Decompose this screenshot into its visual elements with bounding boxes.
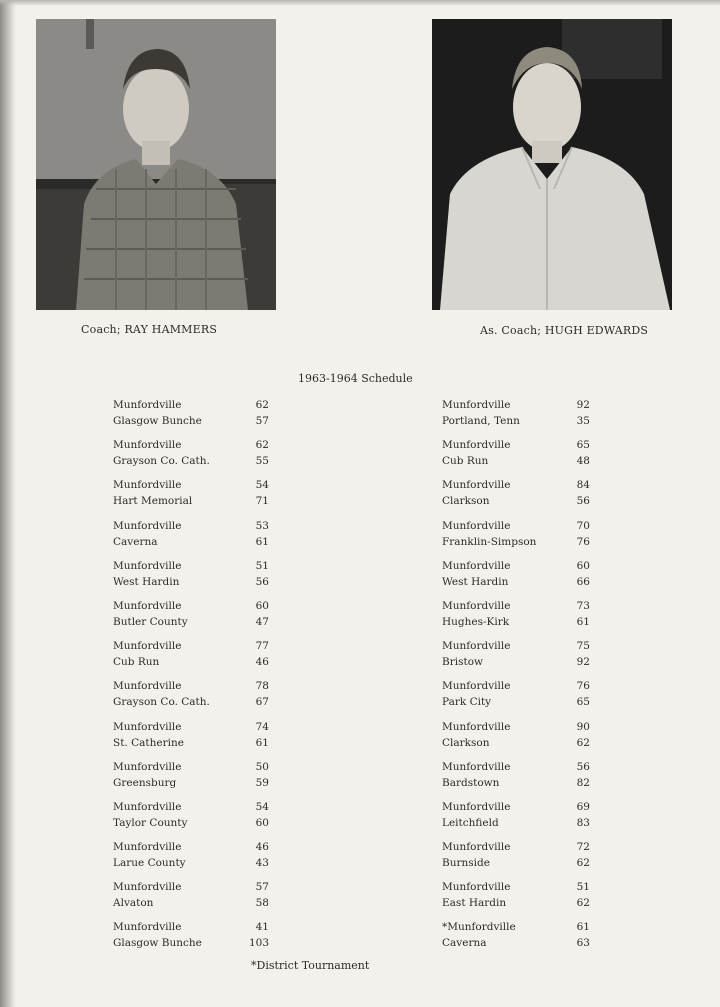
opponent-line	[442, 935, 662, 951]
home-team-name: Munfordville	[113, 881, 182, 894]
opponent-line	[113, 855, 333, 871]
home-score: 62	[255, 399, 269, 411]
home-team-line	[113, 437, 333, 453]
home-team-line	[442, 477, 662, 493]
opponent-score: 103	[248, 937, 269, 950]
opponent-line	[442, 534, 662, 550]
home-team-name: Munfordville	[442, 680, 511, 693]
home-team-name: Munfordville	[113, 800, 182, 813]
home-score: 92	[576, 399, 590, 411]
home-team-line	[113, 839, 333, 855]
home-team-line	[113, 638, 333, 654]
game-entry	[113, 598, 333, 638]
opponent-line	[442, 775, 662, 791]
game-entry	[442, 598, 662, 638]
opponent-line	[442, 694, 662, 710]
home-team-name: Munfordville	[442, 439, 511, 452]
opponent-line	[442, 735, 662, 751]
opponent-score: 47	[255, 615, 269, 628]
home-score: 56	[576, 760, 590, 773]
opponent-score: 61	[255, 736, 269, 749]
home-team-name: Munfordville	[113, 519, 182, 532]
opponent-score: 43	[255, 857, 269, 870]
opponent-team-name: East Hardin	[442, 897, 507, 910]
home-score: 60	[255, 599, 269, 612]
home-score: 65	[576, 439, 590, 452]
opponent-line	[113, 775, 333, 791]
home-team-name: Munfordville	[442, 881, 511, 894]
home-team-line	[113, 518, 333, 534]
opponent-score: 61	[576, 615, 590, 628]
opponent-team-name: Clarkson	[442, 495, 490, 508]
home-team-line	[113, 598, 333, 614]
opponent-team-name: Clarkson	[442, 736, 490, 749]
opponent-team-name: Caverna	[442, 937, 487, 950]
opponent-score: 35	[576, 415, 590, 427]
home-score: 46	[255, 841, 269, 854]
schedule-title: 1963-1964 Schedule	[298, 372, 413, 385]
opponent-team-name: Park City	[442, 696, 492, 709]
opponent-line	[442, 654, 662, 670]
home-team-name: Munfordville	[442, 720, 511, 733]
game-entry	[442, 919, 662, 959]
opponent-score: 71	[255, 495, 269, 508]
home-team-name: Munfordville	[113, 841, 182, 854]
home-team-line	[113, 477, 333, 493]
home-team-line	[442, 839, 662, 855]
opponent-team-name: St. Catherine	[113, 736, 184, 749]
game-entry	[442, 397, 662, 437]
home-score: 61	[576, 921, 590, 934]
opponent-score: 48	[576, 455, 590, 468]
opponent-line	[113, 534, 333, 550]
home-score: 78	[255, 680, 269, 693]
opponent-score: 65	[576, 696, 590, 709]
opponent-score: 62	[576, 897, 590, 910]
game-entry	[113, 839, 333, 879]
opponent-line	[442, 574, 662, 590]
game-entry	[442, 477, 662, 517]
home-team-line	[442, 638, 662, 654]
opponent-line	[442, 895, 662, 911]
home-team-name: Munfordville	[113, 559, 182, 572]
opponent-team-name: Cub Run	[442, 455, 489, 468]
home-team-name: Munfordville	[113, 399, 182, 411]
home-team-line	[113, 759, 333, 775]
home-team-line	[442, 919, 662, 935]
home-team-line	[113, 879, 333, 895]
game-entry	[113, 719, 333, 759]
page-edge-shadow	[0, 0, 16, 1007]
home-score: 69	[576, 800, 590, 813]
game-entry	[113, 919, 333, 959]
home-score: 90	[576, 720, 590, 733]
game-entry	[113, 518, 333, 558]
home-score: 57	[255, 881, 269, 894]
opponent-score: 82	[576, 776, 590, 789]
opponent-team-name: Hughes-Kirk	[442, 615, 510, 628]
home-team-line	[442, 518, 662, 534]
home-team-line	[442, 759, 662, 775]
home-team-name: Munfordville	[442, 559, 511, 572]
schedule-footnote: *District Tournament	[251, 959, 370, 972]
opponent-line	[113, 574, 333, 590]
opponent-score: 92	[576, 656, 590, 669]
opponent-score: 46	[255, 656, 269, 669]
home-team-name: Munfordville	[113, 760, 182, 773]
opponent-line	[442, 855, 662, 871]
opponent-line	[442, 815, 662, 831]
home-team-name: Munfordville	[113, 439, 182, 452]
home-team-name: Munfordville	[442, 399, 511, 411]
game-entry	[442, 678, 662, 718]
opponent-line	[113, 935, 333, 951]
page-top-shadow	[0, 0, 720, 6]
game-entry	[442, 839, 662, 879]
game-entry	[113, 759, 333, 799]
opponent-score: 56	[576, 495, 590, 508]
game-entry	[113, 397, 333, 437]
home-team-name: Munfordville	[113, 720, 182, 733]
home-team-name: Munfordville	[113, 599, 182, 612]
game-entry	[442, 799, 662, 839]
game-entry	[442, 437, 662, 477]
home-team-line	[113, 919, 333, 935]
home-team-name: Munfordville	[442, 640, 511, 653]
opponent-score: 60	[255, 816, 269, 829]
opponent-team-name: Alvaton	[113, 897, 154, 910]
opponent-score: 57	[255, 415, 269, 427]
opponent-team-name: Glasgow Bunche	[113, 415, 202, 427]
opponent-score: 76	[576, 535, 590, 548]
opponent-score: 55	[255, 455, 269, 468]
opponent-line	[442, 493, 662, 509]
opponent-team-name: Hart Memorial	[113, 495, 193, 508]
head-coach-photo	[36, 19, 276, 310]
opponent-score: 61	[255, 535, 269, 548]
home-team-line	[442, 879, 662, 895]
opponent-team-name: Cub Run	[113, 656, 160, 669]
home-team-name: Munfordville	[113, 479, 182, 492]
opponent-team-name: Grayson Co. Cath.	[113, 696, 210, 709]
home-team-line	[442, 799, 662, 815]
opponent-line	[442, 614, 662, 630]
home-team-line	[442, 397, 662, 413]
assistant-coach-caption: As. Coach; HUGH EDWARDS	[480, 324, 649, 337]
home-team-name: Munfordville	[442, 841, 511, 854]
opponent-team-name: Taylor County	[113, 816, 188, 829]
game-entry	[442, 638, 662, 678]
home-team-line	[442, 678, 662, 694]
opponent-line	[113, 895, 333, 911]
game-entry	[113, 437, 333, 477]
home-score: 84	[576, 479, 590, 492]
home-team-line	[113, 397, 333, 413]
opponent-team-name: Portland, Tenn	[442, 415, 520, 427]
game-entry	[113, 879, 333, 919]
opponent-line	[113, 453, 333, 469]
game-entry	[113, 558, 333, 598]
game-entry	[113, 638, 333, 678]
home-team-name: Munfordville	[113, 680, 182, 693]
opponent-score: 62	[576, 857, 590, 870]
home-score: 73	[576, 599, 590, 612]
home-team-name: Munfordville	[442, 760, 511, 773]
opponent-team-name: Glasgow Bunche	[113, 937, 202, 950]
game-entry	[113, 477, 333, 517]
game-entry	[442, 518, 662, 558]
home-score: 75	[576, 640, 590, 653]
opponent-line	[113, 735, 333, 751]
home-score: 51	[255, 559, 269, 572]
opponent-score: 66	[576, 575, 590, 588]
home-score: 54	[255, 800, 269, 813]
opponent-score: 83	[576, 816, 590, 829]
game-entry	[442, 759, 662, 799]
home-team-name: Munfordville	[113, 640, 182, 653]
home-team-name: Munfordville	[113, 921, 182, 934]
home-score: 70	[576, 519, 590, 532]
home-team-line	[442, 437, 662, 453]
opponent-line	[113, 815, 333, 831]
opponent-line	[113, 493, 333, 509]
opponent-team-name: Leitchfield	[442, 816, 499, 829]
home-score: 74	[255, 720, 269, 733]
assistant-coach-photo	[432, 19, 672, 310]
opponent-team-name: Bardstown	[442, 776, 500, 789]
opponent-score: 67	[255, 696, 269, 709]
head-coach-caption: Coach; RAY HAMMERS	[81, 323, 218, 336]
opponent-line	[442, 413, 662, 429]
game-entry	[113, 678, 333, 718]
opponent-line	[113, 614, 333, 630]
opponent-team-name: Franklin-Simpson	[442, 535, 537, 548]
home-score: 51	[576, 881, 590, 894]
opponent-line	[113, 413, 333, 429]
opponent-score: 59	[255, 776, 269, 789]
home-score: 62	[255, 439, 269, 452]
opponent-line	[442, 453, 662, 469]
opponent-team-name: Bristow	[442, 656, 484, 669]
home-team-name: Munfordville	[442, 800, 511, 813]
home-team-line	[113, 719, 333, 735]
schedule-column-right	[442, 397, 662, 960]
home-team-line	[113, 799, 333, 815]
game-entry	[442, 558, 662, 598]
opponent-team-name: Butler County	[113, 615, 188, 628]
home-team-name: Munfordville	[442, 599, 511, 612]
opponent-score: 58	[255, 897, 269, 910]
opponent-score: 56	[255, 575, 269, 588]
opponent-team-name: Caverna	[113, 535, 158, 548]
home-score: 77	[255, 640, 269, 653]
home-team-line	[442, 719, 662, 735]
opponent-team-name: West Hardin	[113, 575, 180, 588]
opponent-score: 62	[576, 736, 590, 749]
opponent-team-name: West Hardin	[442, 575, 509, 588]
opponent-team-name: Greensburg	[113, 776, 177, 789]
home-team-name: *Munfordville	[442, 921, 516, 934]
opponent-team-name: Larue County	[113, 857, 186, 870]
home-score: 72	[576, 841, 590, 854]
home-score: 50	[255, 760, 269, 773]
home-team-name: Munfordville	[442, 479, 511, 492]
game-entry	[442, 719, 662, 759]
opponent-line	[113, 694, 333, 710]
home-team-line	[113, 678, 333, 694]
home-score: 41	[255, 921, 269, 934]
home-score: 53	[255, 519, 269, 532]
home-score: 76	[576, 680, 590, 693]
schedule-column-left	[113, 397, 333, 960]
opponent-score: 63	[576, 937, 590, 950]
opponent-team-name: Grayson Co. Cath.	[113, 455, 210, 468]
home-score: 60	[576, 559, 590, 572]
home-team-line	[442, 598, 662, 614]
home-team-name: Munfordville	[442, 519, 511, 532]
home-team-line	[113, 558, 333, 574]
home-team-line	[442, 558, 662, 574]
opponent-line	[113, 654, 333, 670]
game-entry	[113, 799, 333, 839]
opponent-team-name: Burnside	[442, 857, 490, 870]
home-score: 54	[255, 479, 269, 492]
game-entry	[442, 879, 662, 919]
